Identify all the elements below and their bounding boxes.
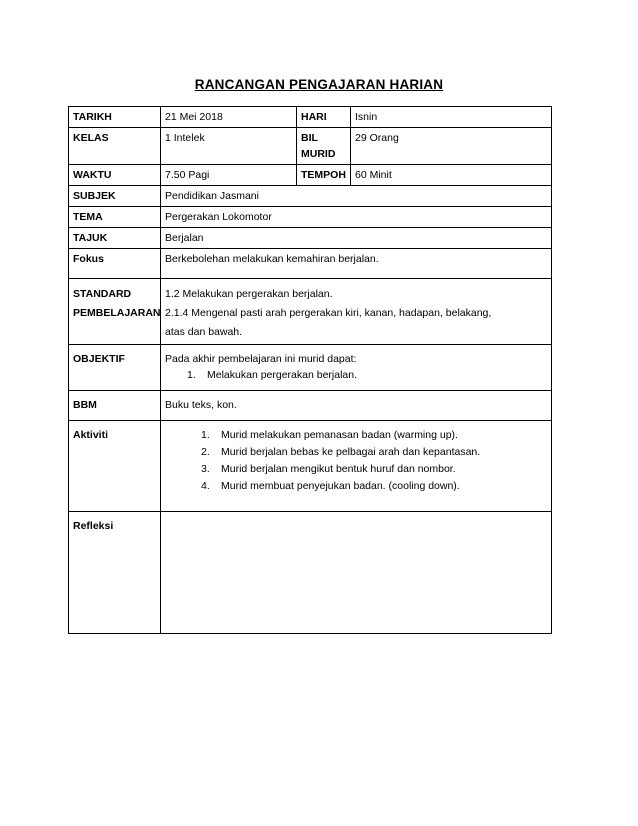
label-aktiviti: Aktiviti: [69, 421, 161, 512]
row-aktiviti: [69, 421, 552, 512]
value-aktiviti: [161, 421, 552, 512]
label-bbm: BBM: [69, 391, 161, 421]
row-subjek: [69, 186, 552, 207]
row-fokus: [69, 249, 552, 279]
list-text: Murid berjalan bebas ke pelbagai arah dan kepantasan.: [221, 446, 481, 458]
list-number: 3.: [201, 463, 210, 475]
label-pembelajaran: PEMBELAJARAN: [73, 307, 161, 319]
list-number: 4.: [201, 480, 210, 492]
value-bbm: Buku teks, kon.: [161, 391, 552, 421]
row-standard: [69, 279, 552, 345]
label-kelas: KELAS: [69, 128, 161, 165]
standard-line: 1.2 Melakukan pergerakan berjalan.: [165, 288, 333, 300]
row-refleksi: [69, 512, 552, 634]
label-hari: HARI: [297, 107, 351, 128]
label-tajuk: TAJUK: [69, 228, 161, 249]
label-waktu: WAKTU: [69, 165, 161, 186]
value-tarikh: 21 Mei 2018: [161, 107, 297, 128]
label-refleksi: Refleksi: [69, 512, 161, 634]
label-murid: MURID: [301, 148, 336, 160]
list-item: [187, 367, 547, 384]
value-tempoh: 60 Minit: [351, 165, 552, 186]
label-tema: TEMA: [69, 207, 161, 228]
list-text: Murid melakukan pemanasan badan (warming up).: [221, 429, 458, 441]
objektif-list: [165, 367, 547, 384]
value-subjek: Pendidikan Jasmani: [161, 186, 552, 207]
label-bil-murid: [297, 128, 351, 165]
row-tarikh: [69, 107, 552, 128]
objektif-intro: Pada akhir pembelajaran ini murid dapat:: [165, 353, 357, 365]
value-waktu: 7.50 Pagi: [161, 165, 297, 186]
standard-line: 2.1.4 Mengenal pasti arah pergerakan kiri, kanan, hadapan, belakang,: [165, 307, 492, 319]
document-title: RANCANGAN PENGAJARAN HARIAN: [194, 77, 444, 92]
label-objektif: OBJEKTIF: [69, 345, 161, 391]
list-text: Murid membuat penyejukan badan. (cooling down).: [221, 480, 460, 492]
aktiviti-list: [165, 427, 547, 495]
row-bbm: [69, 391, 552, 421]
label-standard-pembelajaran: [69, 279, 161, 345]
list-number: 1.: [201, 429, 210, 441]
label-bil: BIL: [301, 132, 318, 144]
list-item: [201, 444, 547, 461]
value-tajuk: Berjalan: [161, 228, 552, 249]
label-tempoh: TEMPOH: [297, 165, 351, 186]
row-waktu: [69, 165, 552, 186]
list-number: 2.: [201, 446, 210, 458]
row-objektif: [69, 345, 552, 391]
value-standard: [161, 279, 552, 345]
list-item: [201, 427, 547, 444]
label-subjek: SUBJEK: [69, 186, 161, 207]
value-refleksi: [161, 512, 552, 634]
lesson-plan-table: [68, 106, 552, 634]
row-tema: [69, 207, 552, 228]
label-fokus: Fokus: [69, 249, 161, 279]
value-objektif: [161, 345, 552, 391]
row-tajuk: [69, 228, 552, 249]
list-number: 1.: [187, 369, 196, 381]
list-item: [201, 461, 547, 478]
row-kelas: [69, 128, 552, 165]
value-bil-murid: 29 Orang: [351, 128, 552, 165]
value-hari: Isnin: [351, 107, 552, 128]
value-tema: Pergerakan Lokomotor: [161, 207, 552, 228]
standard-line: atas dan bawah.: [165, 326, 243, 338]
list-text: Murid berjalan mengikut bentuk huruf dan nombor.: [221, 463, 456, 475]
list-item: [201, 478, 547, 495]
label-tarikh: TARIKH: [69, 107, 161, 128]
label-standard: STANDARD: [73, 288, 132, 300]
value-fokus: Berkebolehan melakukan kemahiran berjalan.: [161, 249, 552, 279]
value-kelas: 1 Intelek: [161, 128, 297, 165]
list-text: Melakukan pergerakan berjalan.: [207, 369, 358, 381]
